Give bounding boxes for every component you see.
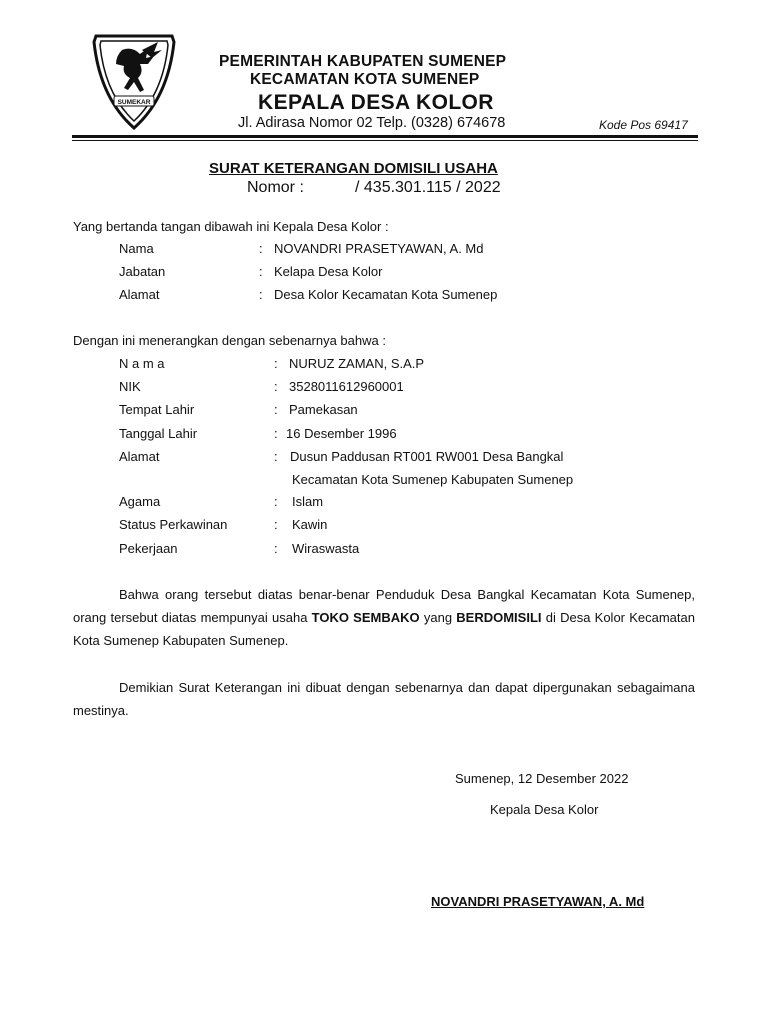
business-name: TOKO SEMBAKO: [311, 610, 420, 625]
subject-nik-label: NIK: [119, 379, 141, 394]
field-separator: :: [259, 264, 263, 279]
subject-religion-label: Agama: [119, 494, 161, 509]
field-separator: :: [274, 379, 278, 394]
field-separator: :: [274, 402, 278, 417]
place-date: Sumenep, 12 Desember 2022: [455, 771, 629, 786]
header-divider-thick: [72, 135, 698, 138]
field-separator: :: [274, 356, 278, 371]
subject-birthplace-value: Pamekasan: [289, 402, 358, 417]
subject-address-line1: Dusun Paddusan RT001 RW001 Desa Bangkal: [290, 449, 564, 464]
subject-marital-label: Status Perkawinan: [119, 517, 228, 532]
district-name: KECAMATAN KOTA SUMENEP: [250, 71, 480, 88]
field-separator: :: [274, 494, 278, 509]
signer-name: NOVANDRI PRASETYAWAN, A. Md: [431, 894, 645, 909]
field-separator: :: [274, 541, 278, 556]
office-address: Jl. Adirasa Nomor 02 Telp. (0328) 674678: [238, 115, 506, 131]
body-paragraph-1: Bahwa orang tersebut diatas benar-benar Penduduk Desa Bangkal Kecamatan Kota Sumenep, orang tersebut diatas mempunyai usaha TOKO SEMBAKO yang BERDOMISILI di Desa Kolor Kecamatan Kota Sumenep Kabupaten Sumenep.: [73, 587, 695, 648]
field-separator: :: [274, 449, 278, 464]
subject-religion-value: Islam: [292, 494, 324, 509]
postal-code: Kode Pos 69417: [599, 118, 688, 132]
subject-marital-value: Kawin: [292, 517, 328, 532]
subject-name-label: N a m a: [119, 356, 165, 371]
logo-banner-text: SUMEKAR: [117, 99, 151, 106]
signer-address-value: Desa Kolor Kecamatan Kota Sumenep: [274, 287, 498, 302]
signer-name-label: Nama: [119, 241, 154, 256]
field-separator: :: [274, 426, 278, 441]
subject-address-line2: Kecamatan Kota Sumenep Kabupaten Sumenep: [292, 472, 574, 487]
intro-text: Yang bertanda tangan dibawah ini Kepala Desa Kolor :: [73, 219, 389, 234]
subject-birthdate-label: Tanggal Lahir: [119, 426, 198, 441]
subject-birthdate-value: 16 Desember 1996: [286, 426, 397, 441]
document-number: / 435.301.115 / 2022: [355, 179, 501, 196]
subject-address-label: Alamat: [119, 449, 160, 464]
field-separator: :: [259, 241, 263, 256]
field-separator: :: [259, 287, 263, 302]
header-divider-thin: [72, 140, 698, 141]
signer-position-label: Jabatan: [119, 264, 166, 279]
subject-name-value: NURUZ ZAMAN, S.A.P: [289, 356, 425, 371]
signer-position-value: Kelapa Desa Kolor: [274, 264, 383, 279]
signer-address-label: Alamat: [119, 287, 160, 302]
signer-position: Kepala Desa Kolor: [490, 802, 599, 817]
document-number-label: Nomor :: [247, 179, 304, 196]
document-title: SURAT KETERANGAN DOMISILI USAHA: [209, 160, 498, 177]
statement-text: Dengan ini menerangkan dengan sebenarnya bahwa :: [73, 333, 386, 348]
subject-birthplace-label: Tempat Lahir: [119, 402, 195, 417]
field-separator: :: [274, 517, 278, 532]
government-name: PEMERINTAH KABUPATEN SUMENEP: [219, 53, 507, 70]
sumenep-logo: [88, 28, 180, 132]
body-paragraph-2: Demikian Surat Keterangan ini dibuat dengan sebenarnya dan dapat dipergunakan sebagaimana mestinya.: [73, 680, 695, 718]
domicile-keyword: BERDOMISILI: [456, 610, 542, 625]
subject-nik-value: 3528011612960001: [289, 379, 404, 394]
office-name: KEPALA DESA KOLOR: [258, 91, 494, 114]
subject-occupation-value: Wiraswasta: [292, 541, 360, 556]
subject-occupation-label: Pekerjaan: [119, 541, 178, 556]
signer-name-value: NOVANDRI PRASETYAWAN, A. Md: [274, 241, 484, 256]
